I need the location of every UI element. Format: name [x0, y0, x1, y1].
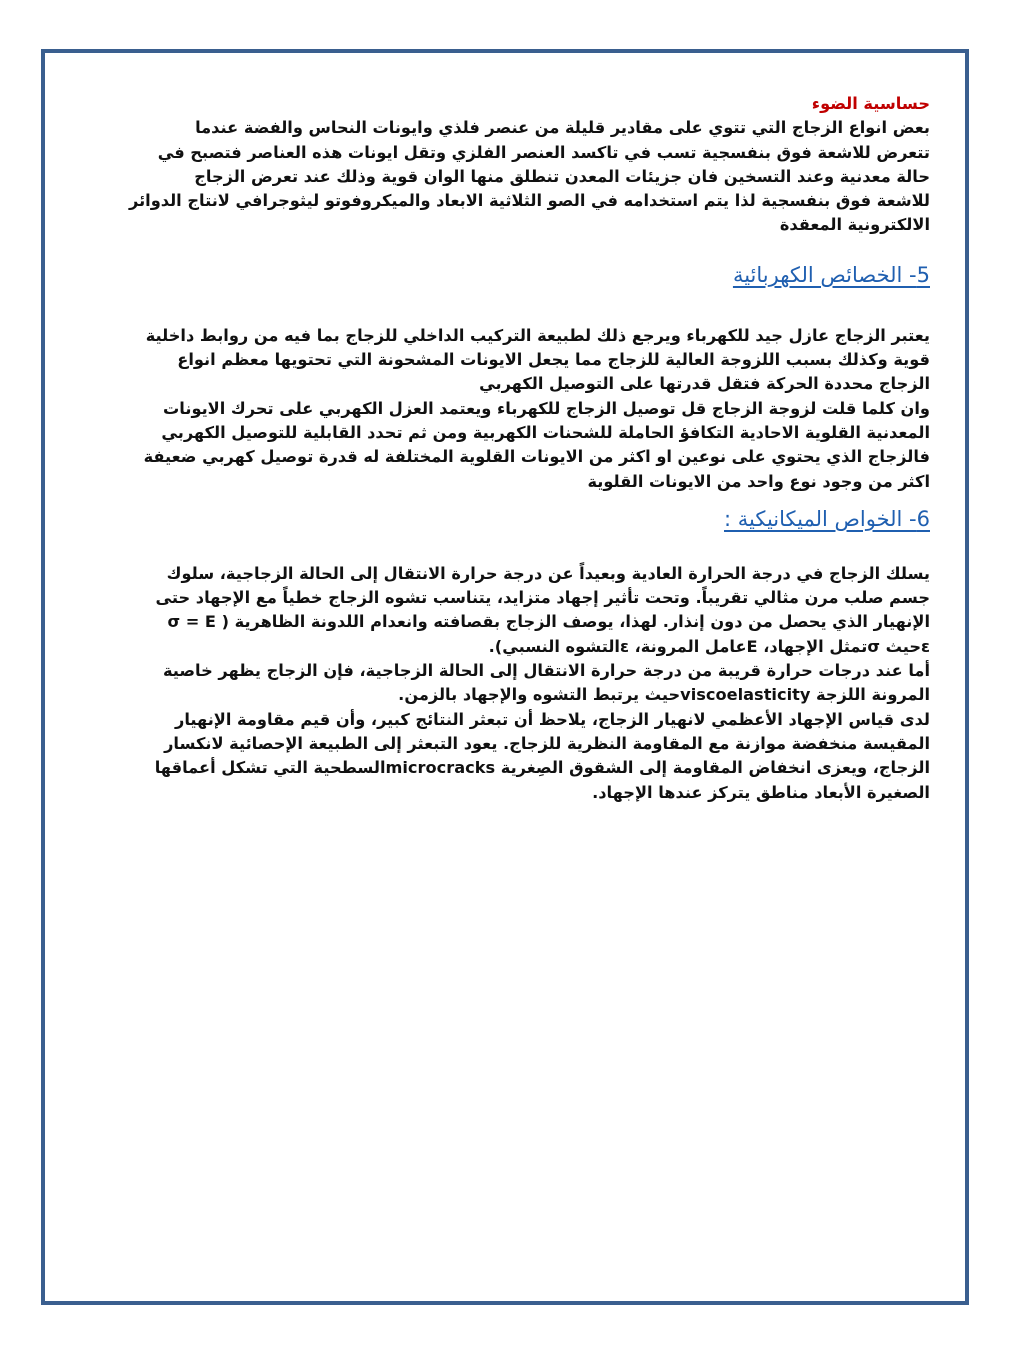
text-line: المقيسة منخفضة موازنة مع المقاومة النظرية للزجاج. يعود التبعثر إلى الطبيعة الإحصائية لانكسار	[164, 733, 930, 753]
text-line: جسم صلب مرن مثالي تقريباً. وتحت تأثير إجهاد متزايد، يتناسب تشوه الزجاج خطياً مع الإجهاد حتى	[155, 588, 930, 608]
heading-mechanical-properties: 6- الخواص الميكانيكية :	[724, 506, 930, 531]
text-line: يعتبر الزجاج عازل جيد للكهرباء ويرجع ذلك لطبيعة التركيب الداخلي للزجاج بما فيه من روابط داخلية	[145, 325, 930, 345]
text-line: εحيث σتمثل الإجهاد، Eعامل المرونة، εالتشوه النسبي).	[488, 636, 930, 656]
text-line: للاشعة فوق بنفسجية لذا يتم استخدامه في الصو الثلاثية الابعاد والميكروفوتو ليثوجرافي لانتاج الدوائر	[129, 191, 930, 211]
text-line: قوية وكذلك بسبب اللزوجة العالية للزجاج مما يجعل الايونات المشحونة التي تحتويها معظم انواع	[177, 350, 930, 370]
text-line: وان كلما قلت لزوجة الزجاج قل توصيل الزجاج للكهرباء ويعتمد العزل الكهربي على تحرك الايونات	[163, 398, 930, 418]
paragraph-electrical-properties	[88, 324, 930, 494]
text-line: اكثر من وجود نوع واحد من الايونات القلوية	[587, 471, 930, 491]
text-line: المرونة اللزجة viscoelasticityحيث يرتبط التشوه والإجهاد بالزمن.	[398, 685, 930, 705]
text-line: لدى قياس الإجهاد الأعظمي لانهيار الزجاج، يلاحظ أن تبعثر النتائج كبير، وأن قيم مقاومة الإنهيار	[175, 709, 930, 729]
text-line: المعدنية القلوية الاحادية التكافؤ الحاملة للشحنات الكهربية ومن ثم تحدد القابلية للتوصيل الكهربي	[161, 422, 930, 442]
document-body	[88, 92, 930, 805]
text-line: الالكترونية المعقدة	[779, 215, 930, 235]
section-title-light-sensitivity: حساسية الضوء	[811, 94, 930, 113]
text-line: يسلك الزجاج في درجة الحرارة العادية وبعيداً عن درجة حرارة الانتقال إلى الحالة الزجاجية، سلوك	[166, 563, 930, 583]
text-line: الزجاج، ويعزى انخفاض المقاومة إلى الشقوق الصِغرية microcracksالسطحية التي تشكل أعماقها	[154, 758, 930, 778]
paragraph-light-sensitivity	[88, 116, 930, 237]
paragraph-mechanical-properties	[88, 562, 930, 805]
text-line: حالة معدنية وعند التسخين فان جزيئات المعدن تنطلق منها الوان قوية وذلك عند تعرض الزجاج	[194, 166, 930, 186]
text-line: بعض انواع الزجاج التي تتوي على مقادير قليلة من عنصر فلذي وايونات النحاس والفضة عندما	[195, 118, 930, 138]
text-line: تتعرض للاشعة فوق بنفسجية تسب في تاكسد العنصر الفلزي وتقل ايونات هذه العناصر فتصبح في	[157, 142, 930, 162]
text-line: أما عند درجات حرارة قريبة من درجة حرارة الانتقال إلى الحالة الزجاجية، فإن الزجاج يظهر خاصية	[162, 661, 930, 681]
text-line: الصغيرة الأبعاد مناطق يتركز عندها الإجهاد.	[592, 782, 930, 802]
heading-electrical-properties: 5- الخصائص الكهربائية	[732, 262, 930, 287]
text-line: فالزجاج الذي يحتوي على نوعين او اكثر من الايونات القلوية المختلفة له قدرة توصيل كهربي ضعيفة	[143, 447, 930, 467]
text-line: الزجاج محددة الحركة فتقل قدرتها على التوصيل الكهربي	[479, 374, 930, 394]
text-line: الإنهيار الذي يحصل من دون إنذار. لهذا، يوصف الزجاج بقصافته وانعدام اللدونة الظاهرية ( σ = E	[167, 612, 930, 632]
